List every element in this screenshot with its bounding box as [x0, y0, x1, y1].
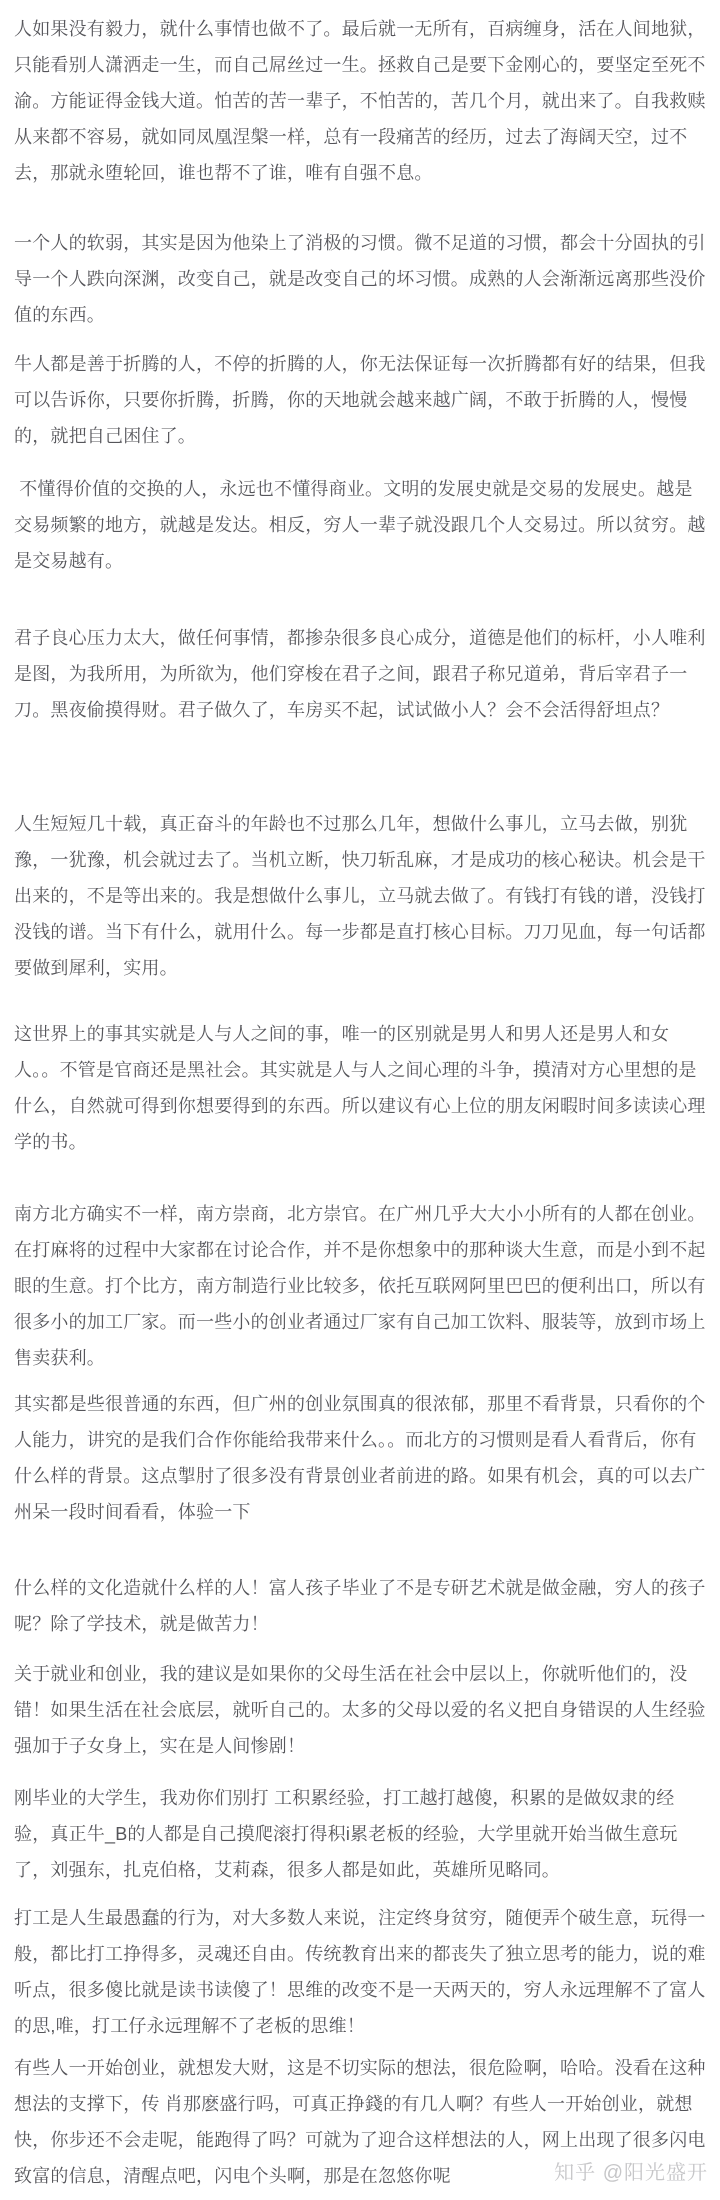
- article-paragraph-14: 有些人一开始创业，就想发大财，这是不切实际的想法，很危险啊，哈哈。没看在这种想法的支撑下，传 肖那麽盛行吗，可真正挣錢的有几人啊？有些人一开始创业，就想快，你步还不会走呢，能跑得了吗？可就为了迎合这样想法的人，网上出现了很多闪电致富的信息，清醒点吧，闪电个头啊，那是在忽悠你呢: [14, 2058, 706, 2186]
- article-paragraph-10: 什么样的文化造就什么样的人！富人孩子毕业了不是专研艺术就是做金融，穷人的孩子呢？除了学技术，就是做苦力！: [14, 1578, 706, 1634]
- article-paragraph-6: 人生短短几十载，真正奋斗的年龄也不过那么几年，想做什么事儿，立马去做，别犹豫，一犹豫，机会就过去了。当机立断，快刀斩乱麻，才是成功的核心秘诀。机会是干出来的，不是等出来的。我是想做什么事儿，立马就去做了。有钱打有钱的谱，没钱打没钱的谱。当下有什么，就用什么。每一步都是直打核心目标。刀刀见血，每一句话都要做到犀利，实用。: [14, 814, 706, 978]
- article-paragraph-4: 不懂得价值的交换的人，永远也不懂得商业。文明的发展史就是交易的发展史。越是交易频繁的地方，就越是发达。相反，穷人一辈子就没跟几个人交易过。所以贫穷。越是交易越有。: [14, 479, 706, 571]
- article-paragraph-12: 刚毕业的大学生，我劝你们别打 工积累经验，打工越打越傻，积累的是做奴隶的经验，真正牛_B的人都是自己摸爬滚打得积i累老板的经验，大学里就开始当做生意玩了，刘强东，扎克伯格，艾莉森，很多人都是如此，英雄所见略同。: [14, 1788, 678, 1880]
- article-paragraph-8: 南方北方确实不一样，南方崇商，北方崇官。在广州几乎大大小小所有的人都在创业。在打麻将的过程中大家都在讨论合作，并不是你想象中的那种谈大生意，而是小到不起眼的生意。打个比方，南方制造行业比较多，依托互联网阿里巴巴的便利出口，所以有很多小的加工厂家。而一些小的创业者通过厂家有自己加工饮料、服装等，放到市场上售卖获利。: [14, 1204, 706, 1368]
- zhihu-watermark: 知乎 @阳光盛开: [554, 2162, 708, 2184]
- article-paragraph-1: 人如果没有毅力，就什么事情也做不了。最后就一无所有，百病缠身，活在人间地狱，只能看别人潇洒走一生，而自己屌丝过一生。拯救自己是要下金刚心的，要坚定至死不渝。方能证得金钱大道。怕苦的苦一辈子，不怕苦的，苦几个月，就出来了。自我救赎从来都不容易，就如同凤凰涅槃一样，总有一段痛苦的经历，过去了海阔天空，过不去，那就永堕轮回，谁也帮不了谁，唯有自强不息。: [14, 19, 706, 183]
- article-paragraph-3: 牛人都是善于折腾的人，不停的折腾的人，你无法保证每一次折腾都有好的结果，但我可以告诉你，只要你折腾，折腾，你的天地就会越来越广阔，不敢于折腾的人，慢慢的，就把自己困住了。: [14, 354, 706, 446]
- article-paragraph-13: 打工是人生最愚蠢的行为，对大多数人来说，注定终身贫穷，随便弄个破生意，玩得一般，都比打工挣得多，灵魂还自由。传统教育出来的都丧失了独立思考的能力，说的难听点，很多傻比就是读书读傻了！思维的改变不是一天两天的，穷人永远理解不了富人的思,唯，打工仔永远理解不了老板的思维！: [14, 1908, 706, 2036]
- article-paragraph-5: 君子良心压力太大，做任何事情，都掺杂很多良心成分，道德是他们的标杆，小人唯利是图，为我所用，为所欲为，他们穿梭在君子之间，跟君子称兄道弟，背后宰君子一刀。黑夜偷摸得财。君子做久了，车房买不起，试试做小人？会不会活得舒坦点？: [14, 628, 706, 720]
- article-paragraph-2: 一个人的软弱，其实是因为他染上了消极的习惯。微不足道的习惯，都会十分固执的引导一个人跌向深渊，改变自己，就是改变自己的坏习惯。成熟的人会渐渐远离那些没价值的东西。: [14, 233, 706, 325]
- article-paragraph-11: 关于就业和创业，我的建议是如果你的父母生活在社会中层以上，你就听他们的，没错！如果生活在社会底层，就听自己的。太多的父母以爱的名义把自身错误的人生经验强加于子女身上，实在是人间惨剧！: [14, 1664, 706, 1756]
- article-paragraph-7: 这世界上的事其实就是人与人之间的事，唯一的区别就是男人和男人还是男人和女人。。不管是官商还是黑社会。其实就是人与人之间心理的斗争，摸清对方心里想的是什么，自然就可得到你想要得到的东西。所以建议有心上位的朋友闲暇时间多读读心理学的书。: [14, 1024, 706, 1152]
- article-paragraph-9: 其实都是些很普通的东西，但广州的创业氛围真的很浓郁，那里不看背景，只看你的个人能力，讲究的是我们合作你能给我带来什么。。而北方的习惯则是看人看背后，你有什么样的背景。这点掣肘了很多没有背景创业者前进的路。如果有机会，真的可以去广州呆一段时间看看，体验一下: [14, 1394, 706, 1522]
